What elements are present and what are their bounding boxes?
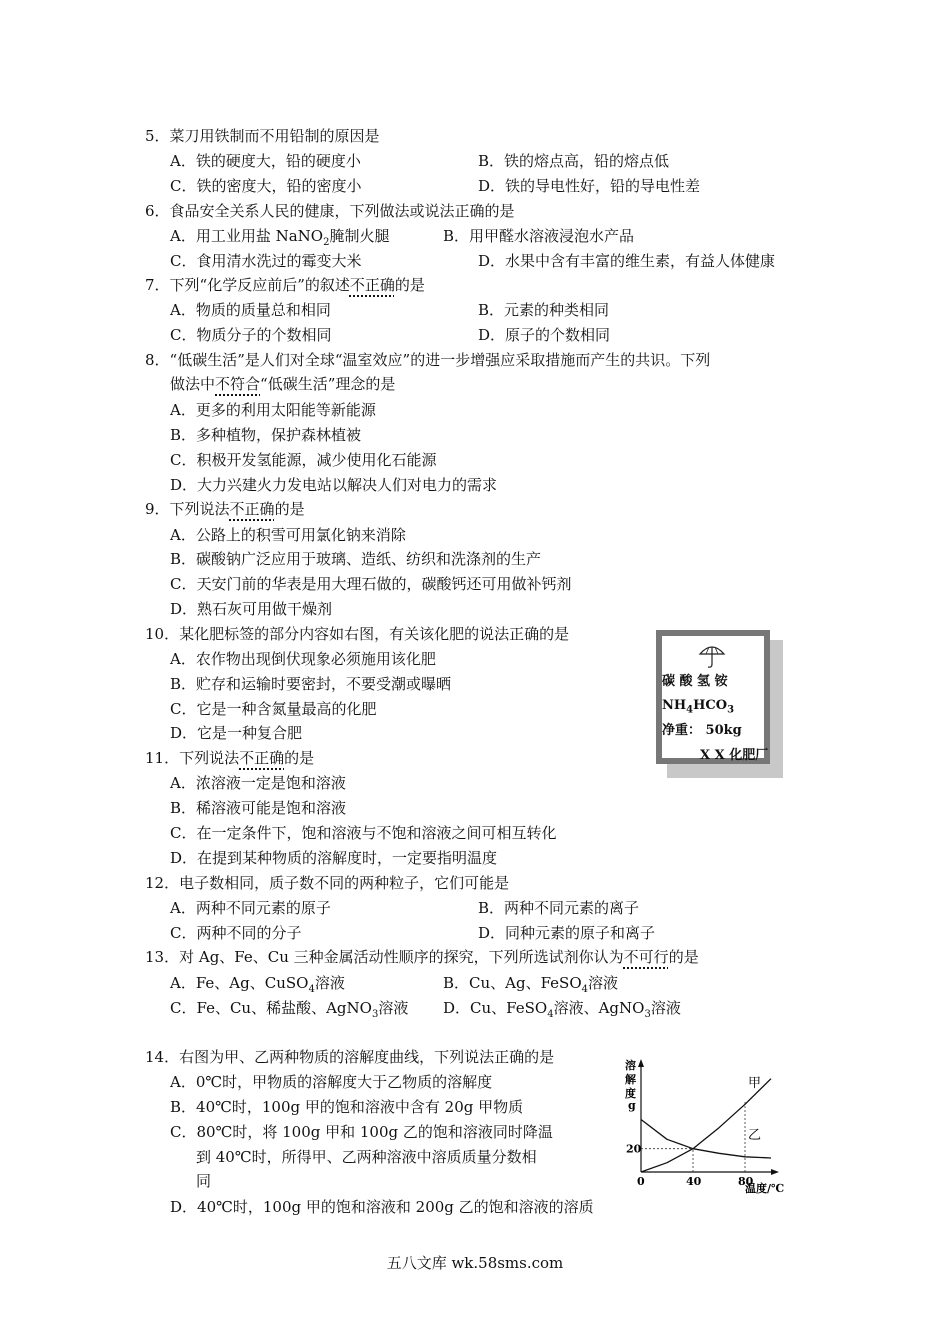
y-axis-label-char: 解 [625,1073,636,1086]
q14-option-c-line3: 同 [196,1172,212,1190]
q5-stem: 5．菜刀用铁制而不用铅制的原因是 [145,127,380,145]
q6-option-d: D．水果中含有丰富的维生素，有益人体健康 [478,252,776,270]
q13-stem: 13．对 Ag、Fe、Cu 三种金属活动性顺序的探究，下列所选试剂你认为不可行的是 [145,948,699,966]
q14-option-c-line2: 到 40℃时，所得甲、乙两种溶液中溶质质量分数相 [196,1148,537,1166]
fertilizer-maker: X X 化肥厂 [700,748,769,763]
q10-option-b: B．贮存和运输时要密封，不要受潮或曝晒 [170,675,452,693]
curve-label-yi: 乙 [748,1128,762,1143]
umbrella-icon [698,642,726,670]
q14-option-d: D．40℃时，100g 甲的饱和溶液和 200g 乙的饱和溶液的溶质 [170,1198,594,1216]
q8-option-a: A．更多的利用太阳能等新能源 [170,401,376,419]
q12-option-a: A．两种不同元素的原子 [170,899,331,917]
y-axis-label-char: 溶 [625,1059,636,1072]
q8-stem-line2: 做法中不符合“低碳生活”理念的是 [170,375,396,393]
q5-option-c: C．铁的密度大，铅的密度小 [170,177,362,195]
q6-stem: 6．食品安全关系人民的健康，下列做法或说法正确的是 [145,202,515,220]
q9-option-d: D．熟石灰可用做干燥剂 [170,600,333,618]
q14-option-c-line1: C．80℃时，将 100g 甲和 100g 乙的饱和溶液同时降温 [170,1123,553,1141]
y-axis-arrow [638,1059,644,1067]
q14-stem: 14．右图为甲、乙两种物质的溶解度曲线，下列说法正确的是 [145,1048,555,1066]
q5-option-b: B．铁的熔点高，铅的熔点低 [478,152,670,170]
footer-watermark: 五八文库 wk.58sms.com [386,1254,564,1272]
y-tick-label: 20 [626,1142,642,1156]
q10-option-a: A．农作物出现倒伏现象必须施用该化肥 [170,650,436,668]
q9-stem: 9．下列说法不正确的是 [145,500,305,518]
q11-option-b: B．稀溶液可能是饱和溶液 [170,799,347,817]
q14-option-a: A．0℃时，甲物质的溶解度大于乙物质的溶解度 [170,1073,493,1091]
y-axis-label-char: 度 [625,1087,636,1100]
series-line-jia [641,1079,771,1172]
q10-option-c: C．它是一种含氮量最高的化肥 [170,700,377,718]
q6-option-c: C．食用清水洗过的霉变大米 [170,252,362,270]
fertilizer-label [656,630,770,764]
q11-option-a: A．浓溶液一定是饱和溶液 [170,774,346,792]
q11-option-c: C．在一定条件下，饱和溶液与不饱和溶液之间可相互转化 [170,824,557,842]
q9-option-b: B．碳酸钠广泛应用于玻璃、造纸、纺织和洗涤剂的生产 [170,550,542,568]
q13-option-a: A．Fe、Ag、CuSO$_4$溶液 [170,974,345,995]
q8-stem-line1: 8．“低碳生活”是人们对全球“温室效应”的进一步增强应采取措施而产生的共识。下列 [145,351,711,369]
q12-option-b: B．两种不同元素的离子 [478,899,640,917]
curve-label-jia: 甲 [748,1076,762,1091]
y-axis-label-char: g [628,1099,636,1112]
q7-stem: 7．下列“化学反应前后”的叙述不正确的是 [145,276,425,294]
x-axis-arrow [771,1169,779,1175]
q8-option-b: B．多种植物，保护森林植被 [170,426,362,444]
q11-option-d: D．在提到某种物质的溶解度时，一定要指明温度 [170,849,498,867]
q8-option-d: D．大力兴建火力发电站以解决人们对电力的需求 [170,476,498,494]
x-tick-label: 40 [686,1175,702,1188]
solubility-chart [615,1055,795,1200]
q12-option-d: D．同种元素的原子和离子 [478,924,656,942]
x-tick-label: 80 [738,1175,754,1188]
q13-option-b: B．Cu、Ag、FeSO$_4$溶液 [443,974,619,995]
q7-option-b: B．元素的种类相同 [478,301,610,319]
q14-option-b: B．40℃时，100g 甲的饱和溶液中含有 20g 甲物质 [170,1098,524,1116]
x-axis-label: 温度/℃ [745,1182,785,1195]
q7-option-a: A．物质的质量总和相同 [170,301,331,319]
q9-option-c: C．天安门前的华表是用大理石做的，碳酸钙还可用做补钙剂 [170,575,572,593]
q10-option-d: D．它是一种复合肥 [170,724,303,742]
q6-option-b: B．用甲醛水溶液浸泡水产品 [443,227,635,245]
q5-option-a: A．铁的硬度大，铅的硬度小 [170,152,361,170]
q12-option-c: C．两种不同的分子 [170,924,302,942]
q10-stem: 10．某化肥标签的部分内容如右图，有关该化肥的说法正确的是 [145,625,570,643]
q13-option-c: C．Fe、Cu、稀盐酸、AgNO$_3$溶液 [170,999,409,1020]
fertilizer-formula: $NH_4HCO_3$ [662,698,735,716]
origin-label: 0 [637,1175,645,1188]
q7-option-d: D．原子的个数相同 [478,326,611,344]
q12-stem: 12．电子数相同，质子数不同的两种粒子，它们可能是 [145,874,510,892]
fertilizer-weight: 净重： 50kg [662,723,742,738]
q6-option-a: A．用工业用盐 NaNO$_2$腌制火腿 [170,227,390,248]
q8-option-c: C．积极开发氢能源，减少使用化石能源 [170,451,437,469]
q11-stem: 11．下列说法不正确的是 [145,749,315,767]
fertilizer-name: 碳 酸 氢 铵 [662,674,728,689]
q7-option-c: C．物质分子的个数相同 [170,326,332,344]
q9-option-a: A．公路上的积雪可用氯化钠来消除 [170,526,406,544]
q5-option-d: D．铁的导电性好，铅的导电性差 [478,177,701,195]
q13-option-d: D．Cu、FeSO$_4$溶液、AgNO$_3$溶液 [443,999,681,1020]
